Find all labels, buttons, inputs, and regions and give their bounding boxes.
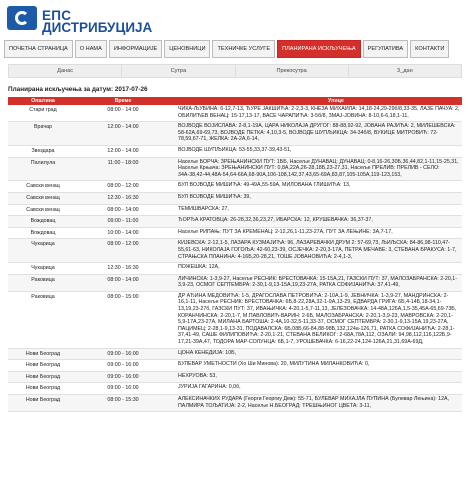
cell-municipality: Нови Београд [8, 383, 78, 395]
cell-streets: ЂОРЂА КРАТОВЦА: 26-28,32,36,23,27, ИБАРСКА: 12, КРУШЕВАЧКА: 36,37-37, [168, 216, 462, 228]
nav-home[interactable]: ПОЧЕТНА СТРАНИЦА [4, 40, 73, 58]
cell-streets: ЈУРИЈА ГАГАРИНА: 0,0б, [168, 383, 462, 395]
table-row [8, 371, 462, 383]
cell-municipality: Вождовац [8, 227, 78, 239]
tab-today[interactable]: Данас [9, 65, 122, 77]
cell-time: 08:00 - 14:00 [78, 274, 168, 291]
cell-municipality: Савски венац [8, 181, 78, 193]
cell-streets: ЦОНА КЕНЕДИЈА: 10Б, [168, 348, 462, 360]
cell-streets: ПОЖЕШКА: 12А, [168, 263, 462, 275]
header-streets: Улице [168, 97, 462, 105]
cell-streets: ТЕМИШВАРСКА: 27, [168, 204, 462, 216]
cell-municipality: Врачар [8, 122, 78, 146]
main-nav [4, 40, 464, 58]
cell-time: 09:00 - 16:00 [78, 371, 168, 383]
cell-municipality: Палилула [8, 157, 78, 181]
tab-day-3[interactable]: 3_дан [397, 68, 413, 74]
cell-streets: Насеље БОРЧА: ЗРЕЊАНИНСКИ ПУТ: 1ББ, Насеље ДУНАВАЦ: ДУНАВАЦ: 0-8,16-26,30Б,36,44,82,1-11,15-25,31, Насеље Крњача: ЗРЕЊАНИНСКИ ПУТ: 0,8А,22А,26-28,18Б,23-27,31, Насеље ПРЕЛИВ: ПРЕЛИВ - СЕЛО: 34А-38,42-44,48А-54,64-66А,68-90А,106-108,142,37,43,65-69А,83,87,105-105А,119-123,153, [168, 157, 462, 181]
cell-municipality: Нови Београд [8, 395, 78, 412]
table-row [8, 216, 462, 228]
table-row [8, 383, 462, 395]
brand-line-2: ДИСТРИБУЦИЈА [42, 20, 153, 35]
tab-tomorrow[interactable]: Сутра [122, 65, 235, 77]
nav-planned-outages[interactable]: ПЛАНИРАНА ИСКЉУЧЕЊА [277, 40, 361, 58]
outages-table [8, 97, 462, 412]
nav-prices[interactable]: ЦЕНОВНИЦИ [164, 40, 210, 58]
table-row [8, 181, 462, 193]
cell-streets: ВОЈВОДЕ ШУПЉИКЦА: 53-55,33,37-39,43-51, [168, 145, 462, 157]
cell-time: 11:00 - 18:00 [78, 157, 168, 181]
table-row [8, 145, 462, 157]
cell-municipality: Раковица [8, 291, 78, 348]
cell-streets: ЛИЧИНСКА: 1-3,9-27, Насеље РЕСНИК: БРЕСТОВАЧКА: 15-15А,21, ГАЗСКИ ПУТ: 37, МАЛОЗАБРАНСКА: 2-20,1-3,9-23, ОСМОГ СЕПТЕМБРА: 2-30,1-9,13-15А,19,23-27А, РАТКА СОФИЈАНИЋА: 37,41-49, [168, 274, 462, 291]
cell-municipality: Чукарица [8, 263, 78, 275]
header-municipality: Општина [8, 97, 78, 105]
table-row [8, 157, 462, 181]
cell-streets: ЧИКА-ЉУБИНА: 6-12,7-13, ЂУРЕ ЈАКШИЋА: 2-2,3-3, КНЕЗА МИХАИЛА: 14,18-24,29-29б/8,33-35, ЛАЗЕ ПАЧУА: 2, ОБИЛИЋЕВ ВЕНАЦ: 15-17,13-17, ВАСЕ ЧАРАПИЋА: 3-5б/8, ЗМАЈ-ЈОВИНА: 8-10,6-6,18,1-11, [168, 105, 462, 122]
cell-time: 08:00 - 15:00 [78, 291, 168, 348]
cell-time: 12:00 - 14:00 [78, 122, 168, 146]
table-row [8, 227, 462, 239]
cell-streets: КИЈЕВСКА: 2-12,1-5, ЛАЗАРА КУЗМАЈИЋА: 96, ЛАЗАРЕВАЧКИ ДРУМ 2: 57-69,73, ЉИЉСКА: 84-86,98-110,47-55,61-63, НИКОЛАЈА ГОГОЉА: 42-60,23-39, ОСЈЕЧКА: 2-20,3-17А, ПЕТРА МЕЧАВЕ: 3, СТЕВАНА БРАКУСА: 1-7, СТРАЊСКА ПЛАНИНА: 4-16Б,20-28,21, ТОШЕ ЈОВАНОВИЋА: 2-4,1-3, [168, 239, 462, 263]
cell-time: 09:00 - 16:00 [78, 360, 168, 372]
cell-time: 10:00 - 14:00 [78, 227, 168, 239]
table-row [8, 360, 462, 372]
table-row [8, 122, 462, 146]
cell-streets: АЛЕКСИНАЧКИХ РУДАРА (Георги Георгиу Деж): 55-71, БУЛЕВАР МИХАЈЛА ПУПИНА (Булевар Лењина): 12А, ПАЛМИРА ТОЉАТИЈА: 2-2, Насеље Н.БЕОГРАД: ТРЕШЊИНОГ ЦВЕТА: 3-11, [168, 395, 462, 412]
nav-regulations[interactable]: РЕГУЛАТИВА [363, 40, 409, 58]
cell-municipality: Нови Београд [8, 371, 78, 383]
date-tabs [8, 64, 462, 78]
cell-streets: БУЛ ВОЈВОДЕ МИШИЋА: 39, [168, 192, 462, 204]
eps-logo-icon[interactable] [7, 6, 37, 30]
cell-time: 08:00 - 14:00 [78, 105, 168, 122]
cell-streets: БУЛ ВОЈВОДЕ МИШИЋА: 49-49А,55-59А, МИЛОВАНА ГЛИШИЋА: 13, [168, 181, 462, 193]
cell-time: 09:00 - 16:00 [78, 383, 168, 395]
page-title: Планирана искључења за датум: 2017-07-26 [8, 86, 148, 93]
cell-time: 12:00 - 14:00 [78, 145, 168, 157]
nav-contacts[interactable]: КОНТАКТИ [410, 40, 449, 58]
cell-municipality: Нови Београд [8, 360, 78, 372]
nav-about[interactable]: О НАМА [75, 40, 107, 58]
cell-streets: БУЛЕВАР УМЕТНОСТИ (Хо Ши Минова): 20, МИЛУТИНА МИЛАНКОВИЋА: 0, [168, 360, 462, 372]
cell-time: 08:00 - 15:30 [78, 395, 168, 412]
nav-technical-services[interactable]: ТЕХНИЧКЕ УСЛУГЕ [212, 40, 275, 58]
cell-municipality: Нови Београд [8, 348, 78, 360]
table-row [8, 274, 462, 291]
table-row [8, 263, 462, 275]
cell-time: 08:00 - 14:00 [78, 204, 168, 216]
table-row [8, 105, 462, 122]
cell-time: 08:00 - 12:00 [78, 181, 168, 193]
cell-streets: ДР АЂИНА МЕДОВИЋА: 1-5, ДРАГОСЛАВА ПЕТРОВИЋА: 2-10А,1-9, ЈЕВНИЧКА: 1-3,9-27, МАНДРИНСКА: 2-16,1-11, Насеље РЕСНИК: БРЕСТОВАЧКА: 6Б,8-22,28А,32-1-9А,13-29, ЕДВАРДА ГРИГА: 6Б,4-14Б,18-34,1-13,19,23-27б, ГАЗСКИ ПУТ: 37, ИВАЊИЧКА: 4-20,1-5,7-11,13, ЈЕЛЕЗОВАЧКА: 14-48А,126А,1,5-35,45А-65,69-73Б, КОРАНЧИНСКА: 2-20,1-7, М.ПАВЛОВИЋ-ВАРИН: 2-6Б, МАЛОЗАБРАНСКА: 2-20,1-3,9-23, МАВРОВСКА: 2-20,1-5,9-17А,23-27А, МИЛАНА БАРТОША: 2-4А,10-32,5-11,33-37, ОСМОГ СЕПТЕМБРА: 2-30,1-9,13-15А,19,23-27А, ПАЦИМЕЦ: 2-28,1-9,13-31, ПОДАВАЛСКА: 6Б,08Б,66-84,88-98Б,132,124а-126,71, РАТКА СОФИЈАНИЋА: 2-28,1-37,41-49, САШЕ ФИЛИПОВИЋА: 2-20,1-21, СТЕВАНА ВЕЛИКОГ: 2-68А,78А,112, ОЗАЛИ: 94,98,112,116,122Б,9-17,21-39А,47, ТОДОРА МАР-СОЛУНЦА: 6Б,1-7, УРОШЕВАЧКА: 6-16,22-24,124-126А,21,31,69А-69Д, [168, 291, 462, 348]
table-header-row [8, 97, 462, 105]
cell-municipality: Звездара [8, 145, 78, 157]
cell-municipality: Чукарица [8, 239, 78, 263]
nav-info[interactable]: ИНФОРМАЦИЈЕ [109, 40, 162, 58]
cell-time: 08:00 - 12:00 [78, 239, 168, 263]
cell-time: 12:30 - 16:30 [78, 263, 168, 275]
brand-line-1: ЕПС [42, 8, 72, 23]
table-row [8, 291, 462, 348]
cell-municipality: Стари град [8, 105, 78, 122]
cell-streets: Насеље РИПАЊ: ПУТ ЗА КРЕМЕНАЦ: 2-12,26,1-11,23-27А, ПУТ ЗА ЛЕЊИНЕ: 3А,7-17, [168, 227, 462, 239]
header-time: Време [78, 97, 168, 105]
table-body [8, 105, 462, 412]
table-row [8, 204, 462, 216]
cell-streets: НЕХРУОВА: 53, [168, 371, 462, 383]
table-row [8, 192, 462, 204]
main-content [8, 64, 462, 492]
table-row [8, 395, 462, 412]
tab-day-after[interactable]: Прекосутра [236, 65, 349, 77]
cell-municipality: Вождовац [8, 216, 78, 228]
cell-streets: ВОЈВОДЕ ВОЈИСЛАВА: 2-8,1-19А, ЦАРА НИКОЛАЈА ДРУГОГ: 88-88,92-92, ЈОВАНА РАЈИЋА: 2, МИЛЕШЕВСКА: 58-62А,69-69,73, ВОЈВОДЕ ПЕТКА: 4,10,3-5, ВОЈВОДЕ ШУПЉИКЦА: 34-34б/8, ВУКИЦЕ МИТРОВИЋ: 72-78,59,67-71, ЖЕЛКА: 2А-2А,6-14, [168, 122, 462, 146]
cell-time: 09:00 - 11:00 [78, 216, 168, 228]
cell-time: 09:00 - 16:00 [78, 348, 168, 360]
table-row [8, 348, 462, 360]
cell-municipality: Савски венац [8, 204, 78, 216]
cell-municipality: Савски венац [8, 192, 78, 204]
table-row [8, 239, 462, 263]
cell-time: 12:30 - 16:30 [78, 192, 168, 204]
cell-municipality: Раковица [8, 274, 78, 291]
